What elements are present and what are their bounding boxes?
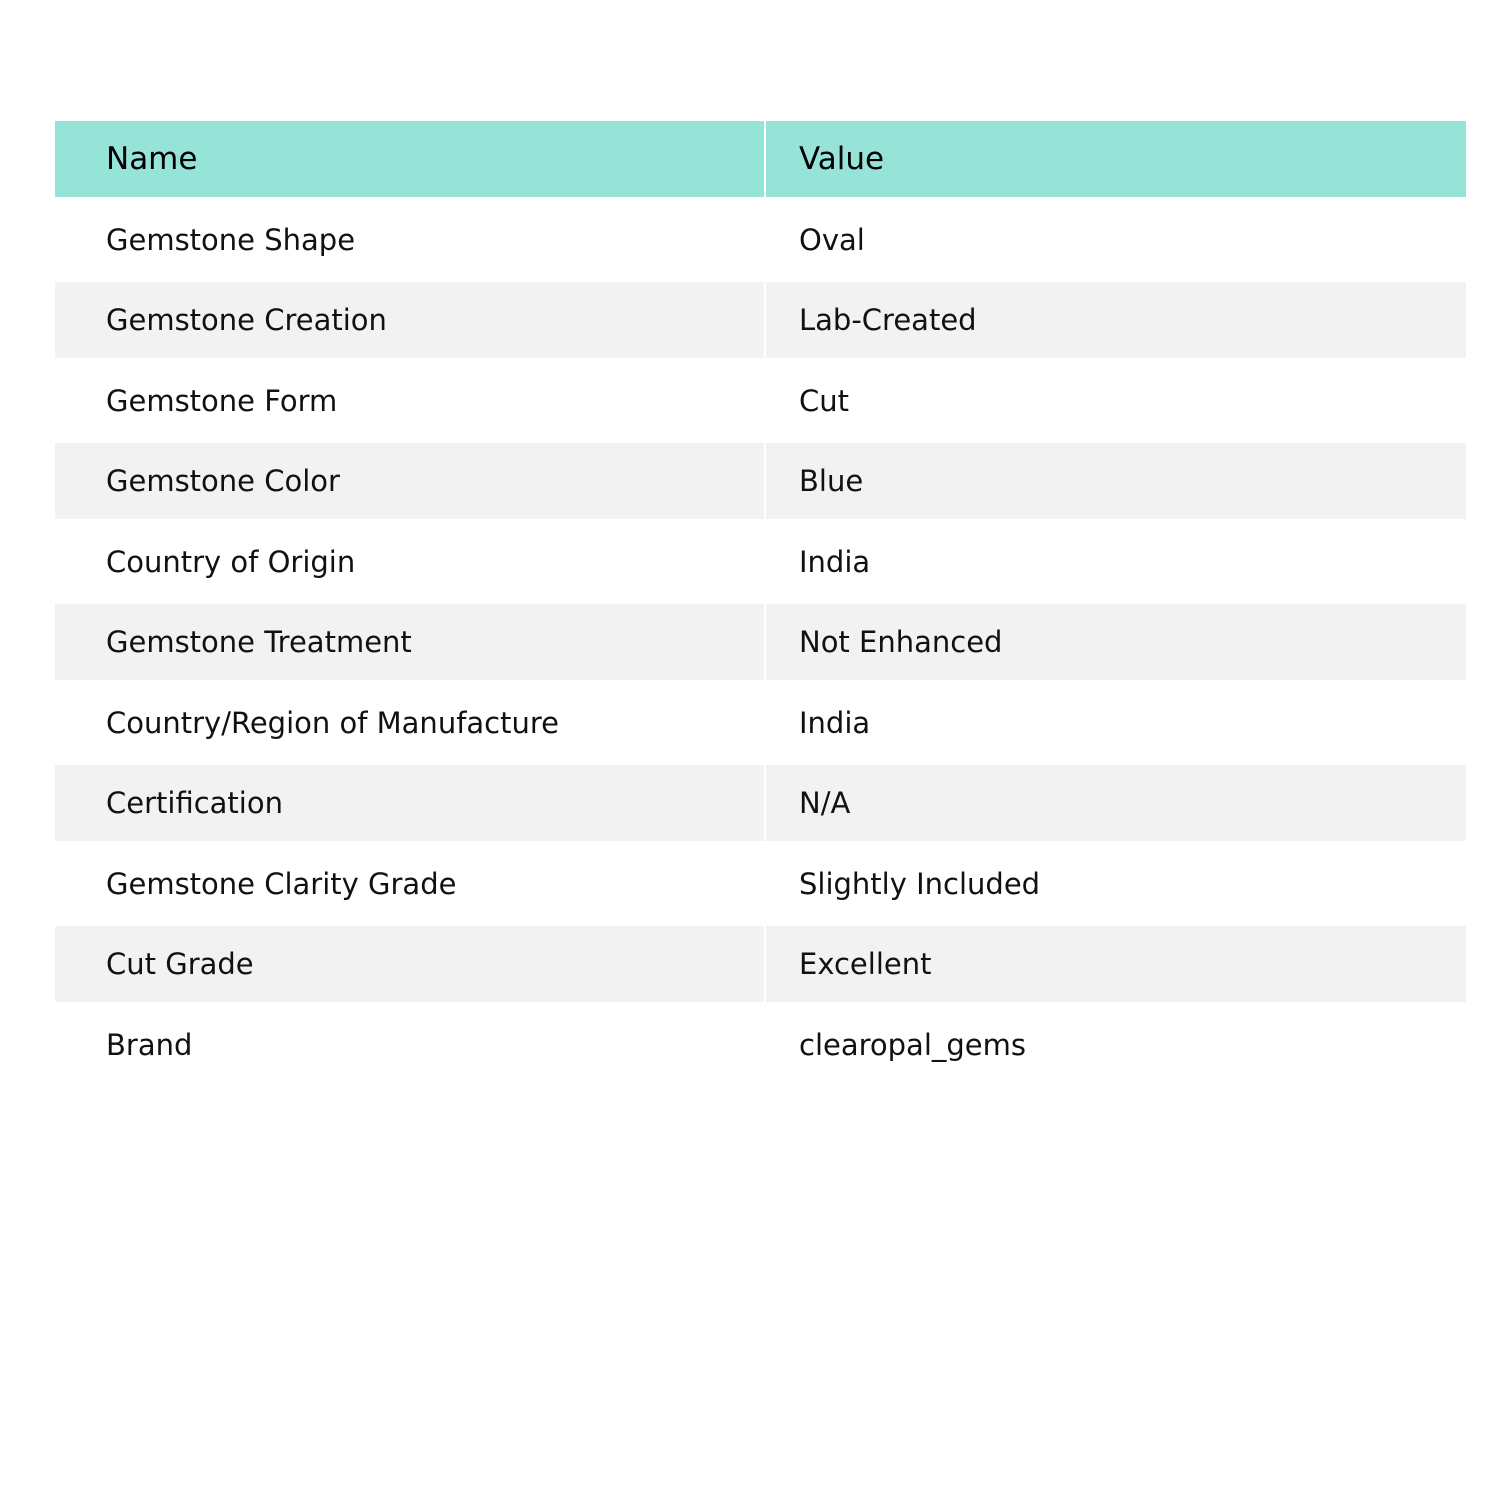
row-name: Brand (55, 1002, 766, 1087)
table-row (55, 680, 1466, 765)
table-row (55, 1002, 1466, 1087)
row-value: clearopal_gems (799, 1027, 1026, 1062)
row-name: Gemstone Clarity Grade (55, 841, 766, 926)
table-row (55, 765, 1466, 841)
row-value: Cut (799, 383, 849, 418)
table-header (55, 121, 1466, 197)
row-name: Gemstone Color (55, 443, 766, 519)
table-row (55, 926, 1466, 1002)
table-row (55, 358, 1466, 443)
row-value: N/A (799, 786, 851, 820)
table-row (55, 443, 1466, 519)
row-value: Oval (799, 222, 865, 257)
table-row (55, 282, 1466, 358)
row-name: Country of Origin (55, 519, 766, 604)
row-name: Gemstone Shape (55, 197, 766, 282)
table-row (55, 519, 1466, 604)
header-value: Value (799, 141, 885, 177)
row-value: Excellent (799, 947, 932, 981)
item-specifics-table (55, 121, 1466, 1087)
row-name: Gemstone Form (55, 358, 766, 443)
table-row (55, 604, 1466, 680)
row-name: Certification (55, 765, 766, 841)
row-value: Slightly Included (799, 866, 1041, 901)
row-value: India (799, 705, 871, 740)
table-row (55, 841, 1466, 926)
header-name: Name (55, 121, 766, 197)
row-name: Country/Region of Manufacture (55, 680, 766, 765)
table-row (55, 197, 1466, 282)
row-value: India (799, 544, 871, 579)
row-value: Blue (799, 464, 864, 498)
row-name: Cut Grade (55, 926, 766, 1002)
row-value: Not Enhanced (799, 625, 1003, 659)
row-value: Lab-Created (799, 303, 977, 337)
row-name: Gemstone Treatment (55, 604, 766, 680)
row-name: Gemstone Creation (55, 282, 766, 358)
